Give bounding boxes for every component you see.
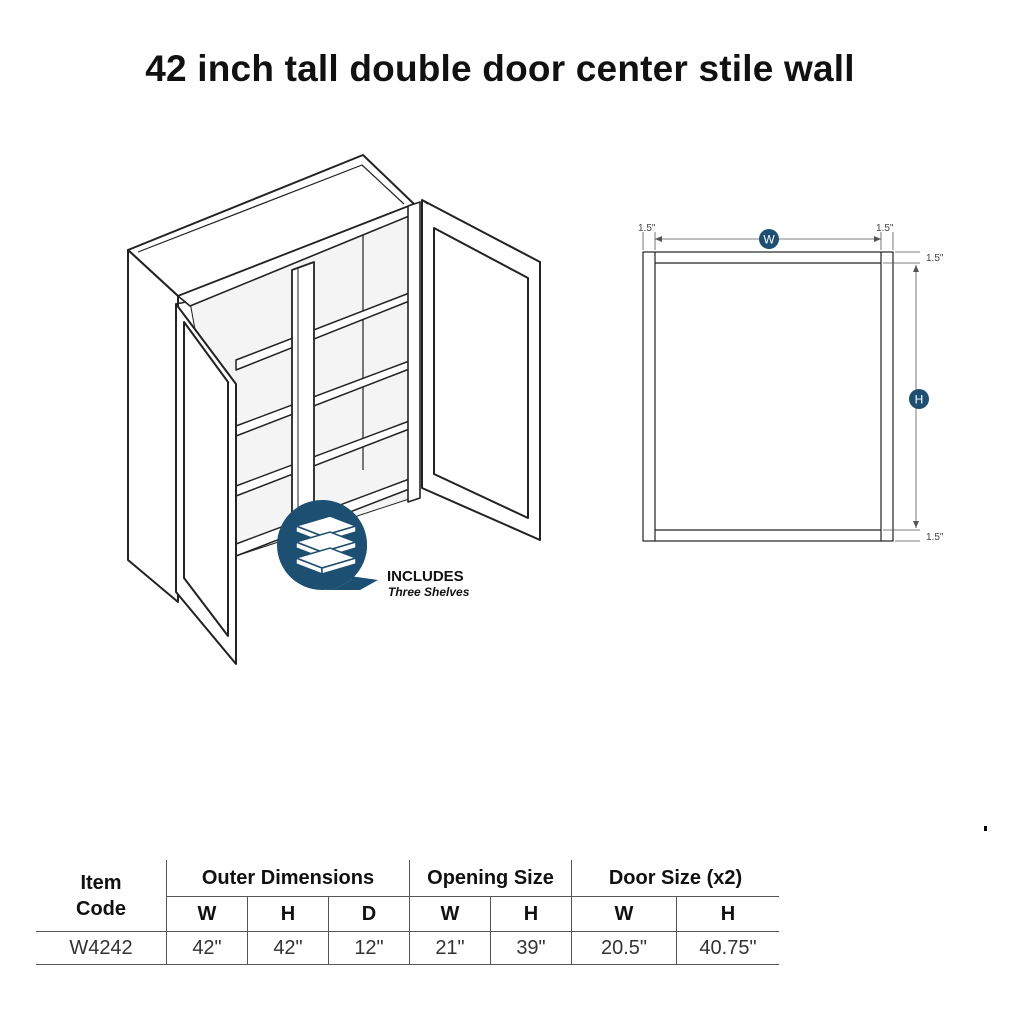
outer-dimensions-header: Outer Dimensions <box>167 860 410 897</box>
opening-w-header: W <box>410 897 491 932</box>
stile-right-label: 1.5" <box>876 223 894 234</box>
outer-d-header: D <box>329 897 410 932</box>
door-w-cell: 20.5" <box>572 932 677 965</box>
face-frame-diagram <box>638 223 944 543</box>
opening-h-cell: 39" <box>491 932 572 965</box>
page-title: 42 inch tall double door center stile wall <box>145 48 855 89</box>
width-symbol: W <box>763 232 775 247</box>
outer-w-cell: 42" <box>167 932 248 965</box>
badge-heading: INCLUDES <box>387 568 464 585</box>
opening-size-header: Opening Size <box>410 860 572 897</box>
stray-mark <box>984 826 987 831</box>
outer-w-header: W <box>167 897 248 932</box>
door-h-cell: 40.75" <box>677 932 780 965</box>
shelves-badge <box>277 500 470 599</box>
rail-bottom-label: 1.5" <box>926 532 944 543</box>
height-symbol: H <box>914 392 924 407</box>
stile-left-label: 1.5" <box>638 223 656 234</box>
opening-h-header: H <box>491 897 572 932</box>
spec-table <box>36 860 779 965</box>
table-row <box>36 932 779 965</box>
outer-h-cell: 42" <box>248 932 329 965</box>
door-w-header: W <box>572 897 677 932</box>
opening-w-cell: 21" <box>410 932 491 965</box>
outer-h-header: H <box>248 897 329 932</box>
door-h-header: H <box>677 897 780 932</box>
badge-subtext: Three Shelves <box>388 585 470 599</box>
shelves-stack-icon <box>296 516 356 574</box>
item-code-cell: W4242 <box>36 932 167 965</box>
item-code-header: Item Code <box>76 871 126 920</box>
outer-d-cell: 12" <box>329 932 410 965</box>
door-size-header: Door Size (x2) <box>572 860 780 897</box>
rail-top-label: 1.5" <box>926 253 944 264</box>
